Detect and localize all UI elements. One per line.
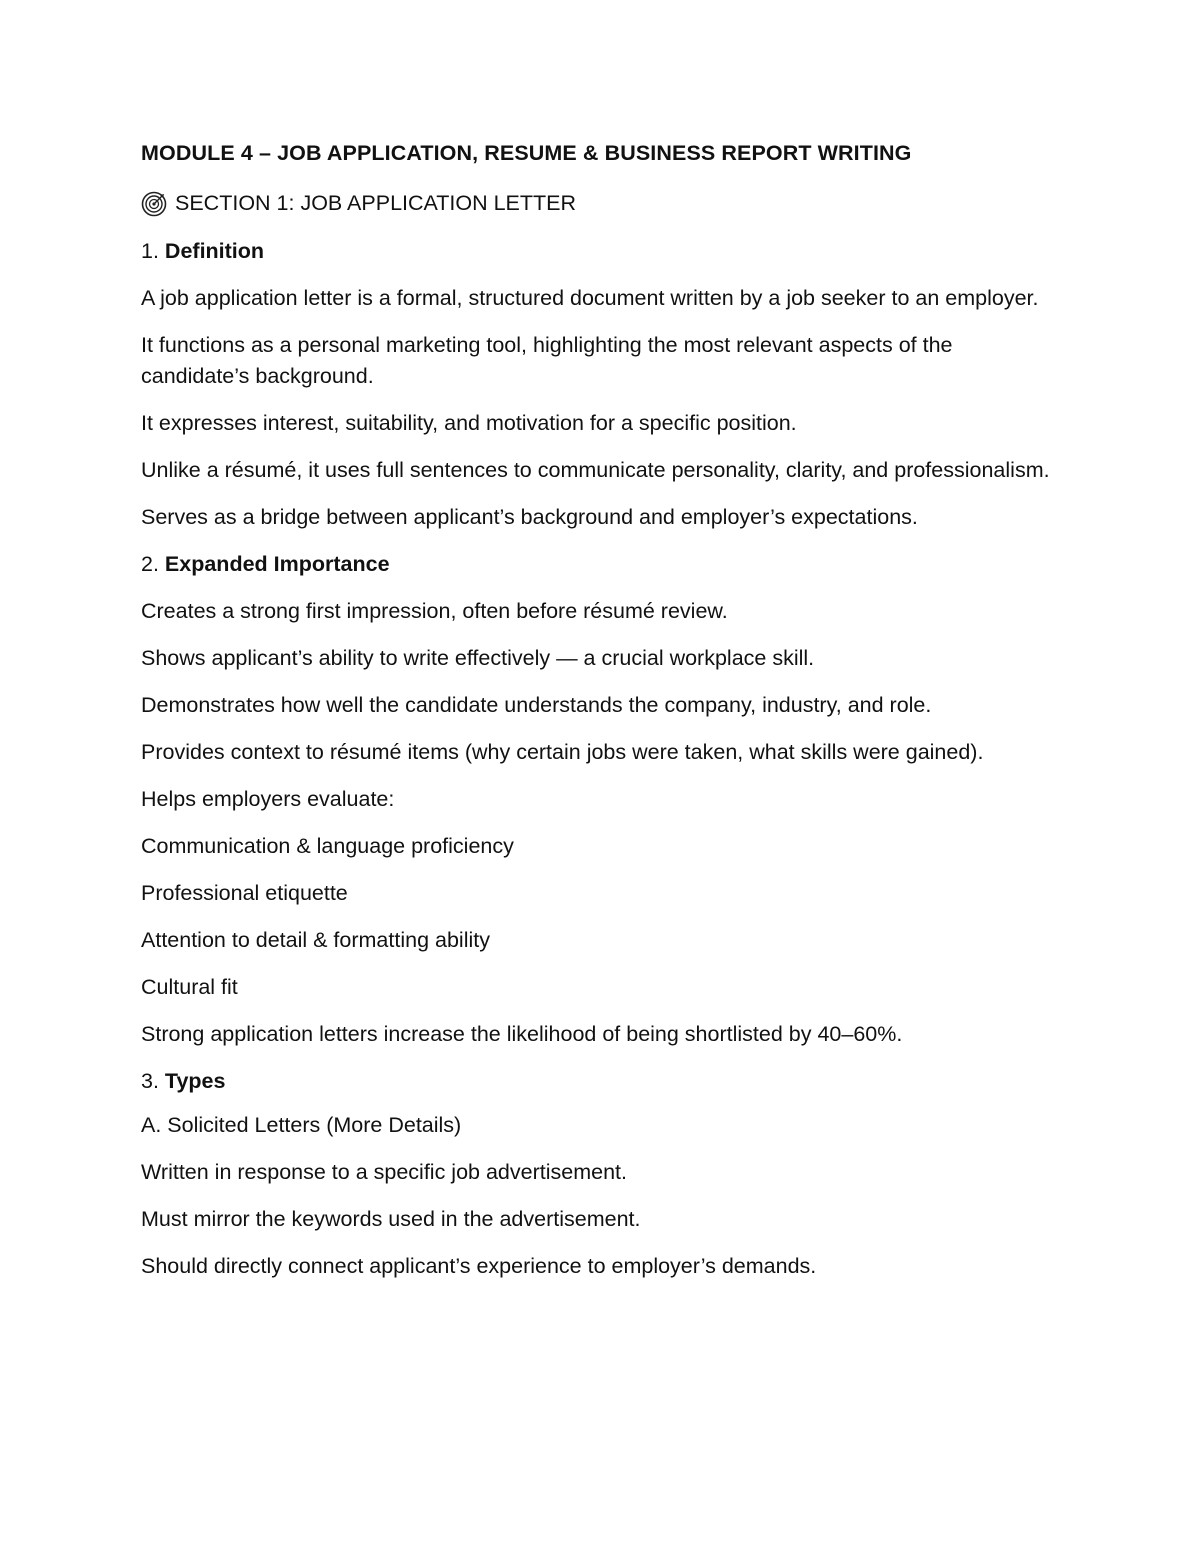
types-number: 3. <box>141 1069 159 1093</box>
importance-paragraph: Helps employers evaluate: <box>141 787 395 811</box>
definition-paragraph: It expresses interest, suitability, and motivation for a specific position. <box>141 411 797 435</box>
importance-number: 2. <box>141 552 159 576</box>
definition-heading-text: Definition <box>164 239 265 263</box>
types-paragraph: Should directly connect applicant’s experience to employer’s demands. <box>141 1254 817 1278</box>
importance-list-item: Attention to detail & formatting ability <box>141 928 490 952</box>
definition-heading <box>141 236 1061 267</box>
section-heading <box>141 188 1061 219</box>
types-heading <box>141 1066 1061 1097</box>
definition-paragraph: It functions as a personal marketing tool, highlighting the most relevant aspects of the candidate’s background. <box>141 333 953 388</box>
importance-paragraph: Provides context to résumé items (why certain jobs were taken, what skills were gained). <box>141 740 984 764</box>
importance-paragraph: Creates a strong first impression, often before résumé review. <box>141 599 728 623</box>
importance-heading-text: Expanded Importance <box>164 552 390 576</box>
definition-paragraph: Serves as a bridge between applicant’s background and employer’s expectations. <box>141 505 918 529</box>
target-icon <box>141 191 167 217</box>
document-title: MODULE 4 – JOB APPLICATION, RESUME & BUSINESS REPORT WRITING <box>141 141 912 165</box>
types-paragraph: Must mirror the keywords used in the advertisement. <box>141 1207 641 1231</box>
importance-paragraph: Shows applicant’s ability to write effectively — a crucial workplace skill. <box>141 646 815 670</box>
importance-paragraph: Strong application letters increase the likelihood of being shortlisted by 40–60%. <box>141 1022 903 1046</box>
types-subheading: A. Solicited Letters (More Details) <box>141 1113 462 1137</box>
definition-paragraph: Unlike a résumé, it uses full sentences to communicate personality, clarity, and professionalism. <box>141 458 1050 482</box>
types-paragraph: Written in response to a specific job advertisement. <box>141 1160 627 1184</box>
importance-heading <box>141 549 1061 580</box>
types-heading-text: Types <box>164 1069 226 1093</box>
importance-list-item: Professional etiquette <box>141 881 348 905</box>
document-content <box>141 138 1061 1298</box>
definition-paragraph: A job application letter is a formal, structured document written by a job seeker to an employer. <box>141 286 1039 310</box>
definition-number: 1. <box>141 239 159 263</box>
importance-list-item: Cultural fit <box>141 975 238 999</box>
section-label: SECTION 1: JOB APPLICATION LETTER <box>175 191 577 215</box>
importance-list-item: Communication & language proficiency <box>141 834 514 858</box>
importance-paragraph: Demonstrates how well the candidate understands the company, industry, and role. <box>141 693 932 717</box>
